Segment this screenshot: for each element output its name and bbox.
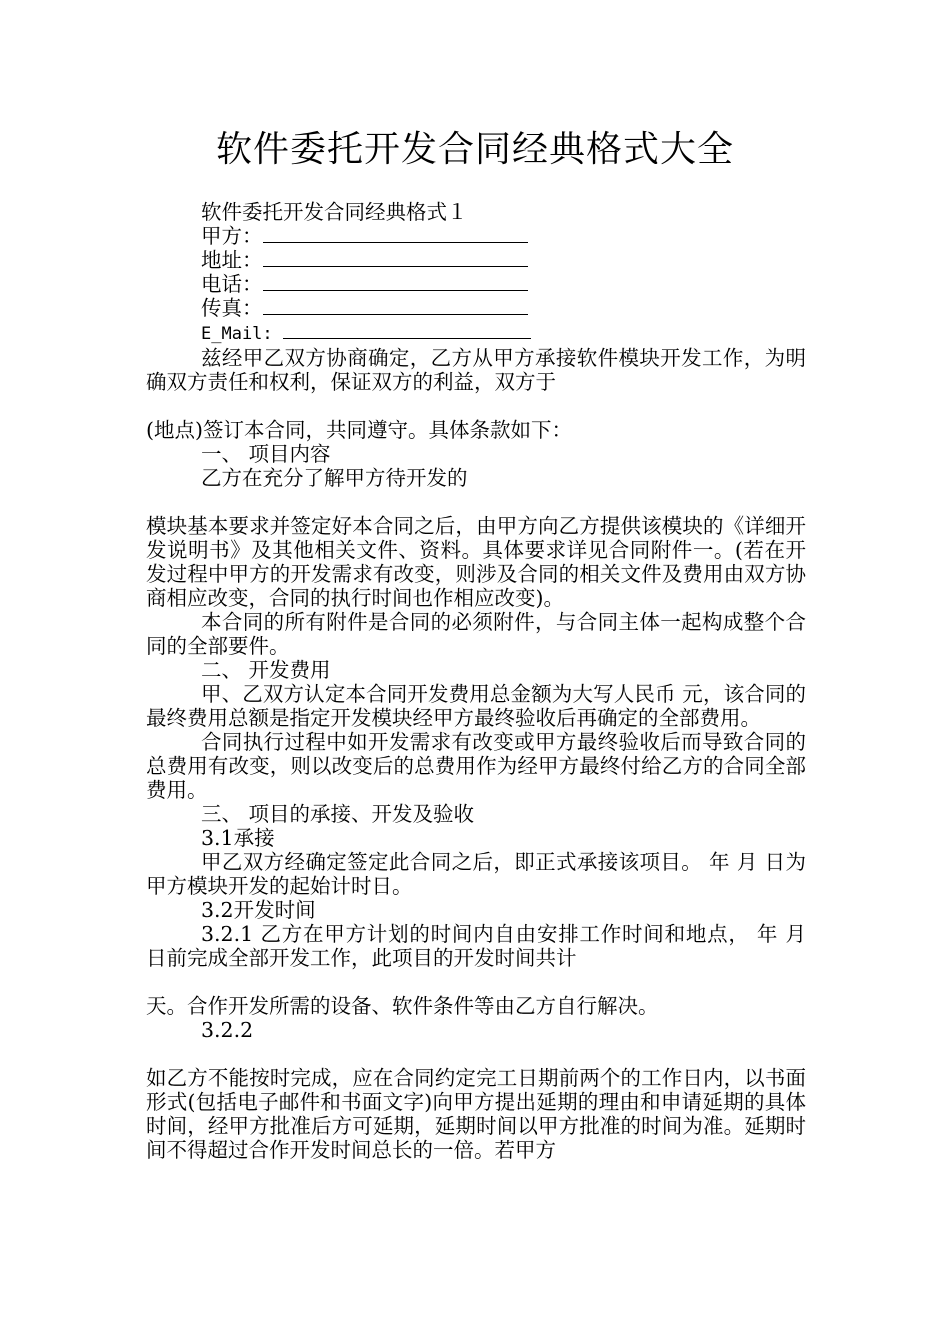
subsection-3-2: 3.2开发时间 xyxy=(201,898,316,922)
blank-line xyxy=(146,490,806,514)
paragraph-intro-cont: (地点)签订本合同，共同遵守。具体条款如下： xyxy=(146,418,572,442)
field-blank xyxy=(263,248,528,267)
field-label: 甲方： xyxy=(201,224,263,248)
subsection-3-2-2: 3.2.2 xyxy=(201,1018,254,1042)
paragraph-3-2-1-cont: 天。合作开发所需的设备、软件条件等由乙方自行解决。 xyxy=(146,994,659,1018)
field-label: 电话： xyxy=(201,272,263,296)
subsection-3-1: 3.1承接 xyxy=(201,826,275,850)
field-label: 地址： xyxy=(201,248,263,272)
paragraph-3-2-2: 如乙方不能按时完成，应在合同约定完工日期前两个的工作日内，以书面形式(包括电子邮件和书面文字)向甲方提出延期的理由和申请延期的具体时间，经甲方批准后方可延期，延期时间以甲方批准的时间为准。延期时间不得超过合作开发时间总长的一倍。若甲方 xyxy=(146,1066,806,1162)
paragraph-2-1: 甲、乙双方认定本合同开发费用总金额为大写人民币 元，该合同的最终费用总额是指定开发模块经甲方最终验收后再确定的全部费用。 xyxy=(146,682,806,730)
field-blank xyxy=(283,320,531,339)
document-title: 软件委托开发合同经典格式大全 xyxy=(215,129,734,170)
field-blank xyxy=(263,224,528,243)
blank-line xyxy=(146,1042,806,1066)
field-label: 传真： xyxy=(201,296,263,320)
field-label: E_Mail: xyxy=(201,324,283,344)
contract-subtitle: 软件委托开发合同经典格式１ xyxy=(201,200,468,224)
section-heading-3: 三、 项目的承接、开发及验收 xyxy=(201,802,475,826)
field-fax xyxy=(146,296,806,320)
document-body xyxy=(146,200,806,1162)
field-phone xyxy=(146,272,806,296)
field-party-a xyxy=(146,224,806,248)
blank-line xyxy=(146,970,806,994)
field-email xyxy=(146,320,806,346)
field-blank xyxy=(263,272,528,291)
field-address xyxy=(146,248,806,272)
paragraph-intro: 兹经甲乙双方协商确定，乙方从甲方承接软件模块开发工作，为明确双方责任和权利，保证双方的利益，双方于 xyxy=(146,346,806,394)
paragraph-3-1: 甲乙双方经确定签定此合同之后，即正式承接该项目。 年 月 日为甲方模块开发的起始计时日。 xyxy=(146,850,806,898)
paragraph-1-cont: 模块基本要求并签定好本合同之后，由甲方向乙方提供该模块的《详细开发说明书》及其他相关文件、资料。具体要求详见合同附件一。(若在开发过程中甲方的开发需求有改变，则涉及合同的相关文件及费用由双方协商相应改变，合同的执行时间也作相应改变)。 xyxy=(146,514,806,610)
section-heading-1: 一、 项目内容 xyxy=(201,442,331,466)
blank-line xyxy=(146,394,806,418)
paragraph-2-2: 合同执行过程中如开发需求有改变或甲方最终验收后而导致合同的总费用有改变，则以改变后的总费用作为经甲方最终付给乙方的合同全部费用。 xyxy=(146,730,806,802)
paragraph-1-annex: 本合同的所有附件是合同的必须附件，与合同主体一起构成整个合同的全部要件。 xyxy=(146,610,806,658)
paragraph-1: 乙方在充分了解甲方待开发的 xyxy=(201,466,468,490)
field-blank xyxy=(263,296,528,315)
paragraph-3-2-1: 3.2.1 乙方在甲方计划的时间内自由安排工作时间和地点， 年 月 日前完成全部开发工作，此项目的开发时间共计 xyxy=(146,922,806,970)
section-heading-2: 二、 开发费用 xyxy=(201,658,331,682)
